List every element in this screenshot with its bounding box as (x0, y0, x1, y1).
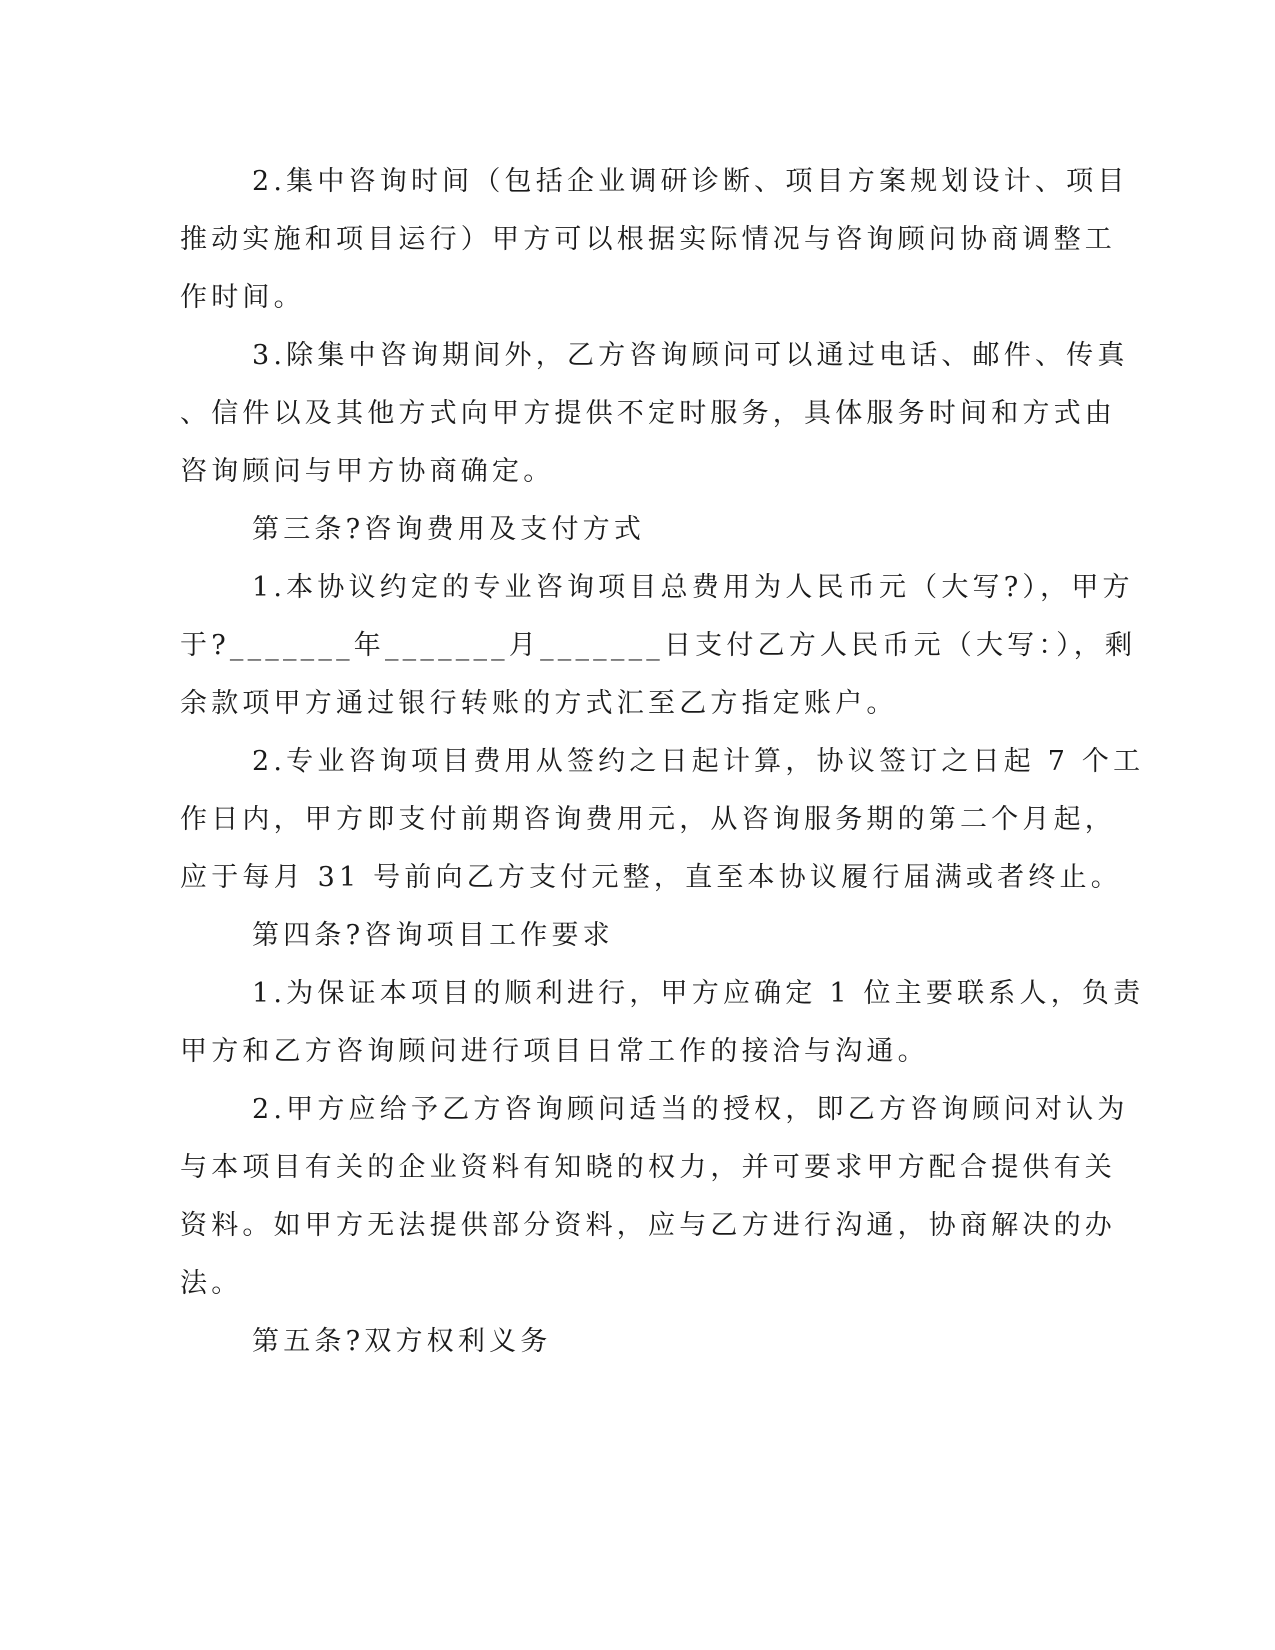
article-5-heading: 第五条?双方权利义务 (252, 1326, 552, 1357)
clause-4-2-line-4: 法。 (180, 1268, 243, 1299)
clause-3-2-line-3: 应于每月 31 号前向乙方支付元整，直至本协议履行届满或者终止。 (180, 862, 1122, 893)
clause-4-1-line-1: 1.为保证本项目的顺利进行，甲方应确定 1 位主要联系人，负责 (252, 978, 1145, 1009)
clause-3-2-line-1: 2.专业咨询项目费用从签约之日起计算，协议签订之日起 7 个工 (252, 746, 1145, 777)
clause-2-3-line-3: 咨询顾问与甲方协商确定。 (180, 456, 555, 487)
clause-3-1-line-3: 余款项甲方通过银行转账的方式汇至乙方指定账户。 (180, 688, 898, 719)
clause-3-1-line-1: 1.本协议约定的专业咨询项目总费用为人民币元（大写?），甲方 (252, 572, 1134, 603)
clause-4-2-line-1: 2.甲方应给予乙方咨询顾问适当的授权，即乙方咨询顾问对认为 (252, 1094, 1129, 1125)
clause-2-3-line-2: 、信件以及其他方式向甲方提供不定时服务，具体服务时间和方式由 (180, 398, 1116, 429)
clause-2-3-line-1: 3.除集中咨询期间外，乙方咨询顾问可以通过电话、邮件、传真 (252, 340, 1129, 371)
article-3-heading: 第三条?咨询费用及支付方式 (252, 514, 646, 545)
clause-3-1-line-2: 于?_______年_______月_______日支付乙方人民币元（大写：），剩 (180, 630, 1137, 661)
article-4-heading: 第四条?咨询项目工作要求 (252, 920, 614, 951)
clause-2-2-line-1: 2.集中咨询时间（包括企业调研诊断、项目方案规划设计、项目 (252, 166, 1129, 197)
clause-4-2-line-2: 与本项目有关的企业资料有知晓的权力，并可要求甲方配合提供有关 (180, 1152, 1116, 1183)
clause-2-2-line-3: 作时间。 (180, 282, 305, 313)
clause-4-2-line-3: 资料。如甲方无法提供部分资料，应与乙方进行沟通，协商解决的办 (180, 1210, 1116, 1241)
clause-3-2-line-2: 作日内，甲方即支付前期咨询费用元，从咨询服务期的第二个月起， (180, 804, 1116, 835)
clause-2-2-line-2: 推动实施和项目运行）甲方可以根据实际情况与咨询顾问协商调整工 (180, 224, 1116, 255)
clause-4-1-line-2: 甲方和乙方咨询顾问进行项目日常工作的接洽与沟通。 (180, 1036, 929, 1067)
